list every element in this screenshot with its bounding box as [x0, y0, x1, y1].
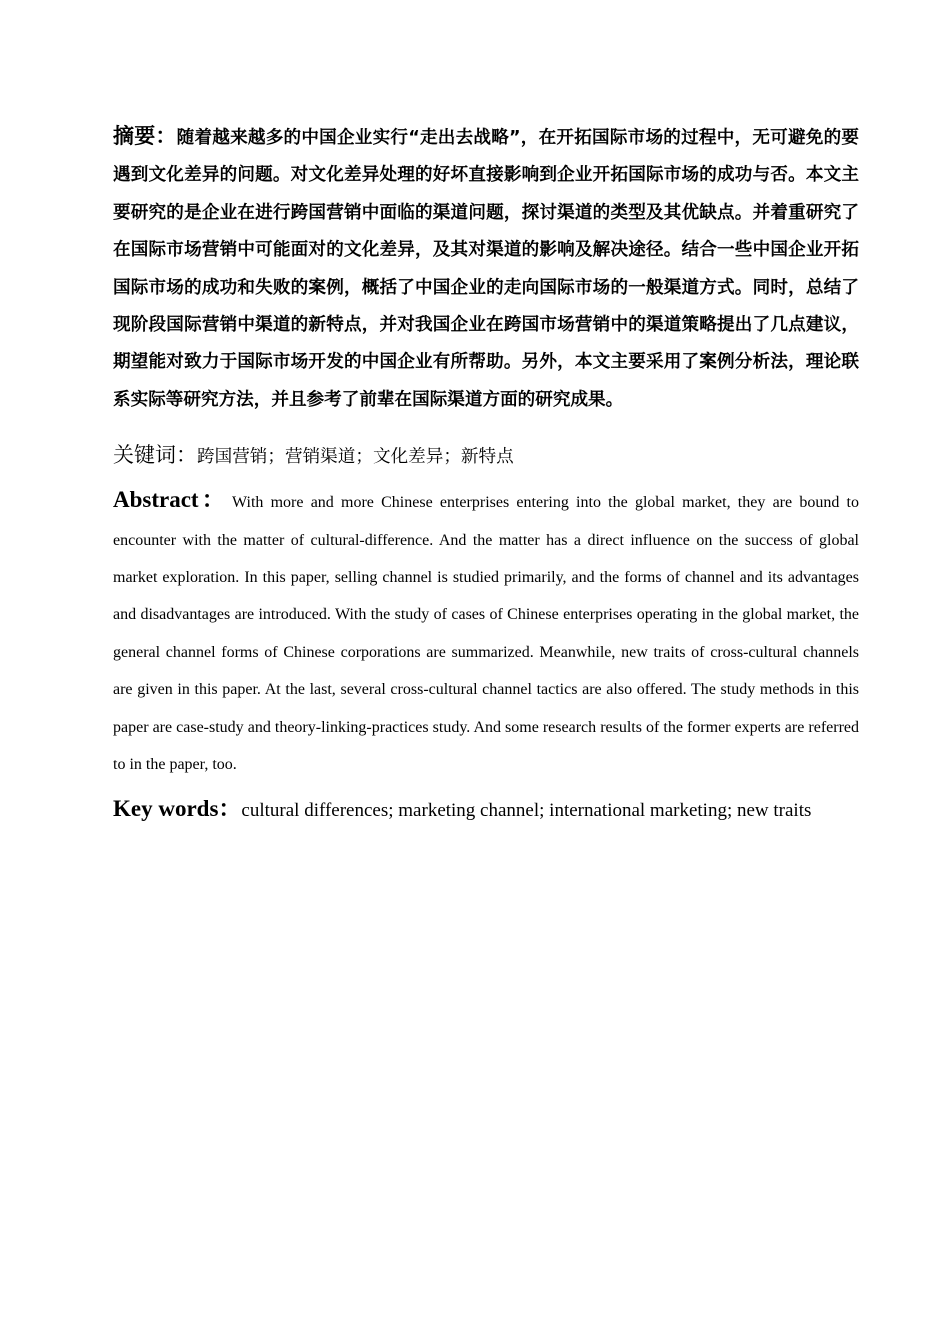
abstract-page — [113, 118, 859, 828]
english-abstract-text: With more and more Chinese enterprises entering into the global market, they are bound to encounter with the matter of cultural-difference. And the matter has a direct influence on the success of global market exploration. In this paper, selling channel is studied primarily, and the forms of channel and its advantages and disadvantages are introduced. With the study of cases of Chinese enterprises operating in the global market, the general channel forms of Chinese corporations are summarized. Meanwhile, new traits of cross-cultural channels are given in this paper. At the last, several cross-cultural channel tactics are also offered. The study methods in this paper are case-study and theory-linking-practices study. And some research results of the former experts are referred to in the paper, too. — [113, 494, 859, 774]
english-keywords-label: Key words： — [113, 795, 242, 821]
chinese-keywords-label: 关键词： — [113, 443, 197, 468]
chinese-abstract-text: 随着越来越多的中国企业实行“走出去战略”，在开拓国际市场的过程中，无可避免的要遇到文化差异的问题。对文化差异处理的好坏直接影响到企业开拓国际市场的成功与否。本文主要研究的是企业在进行跨国营销中面临的渠道问题，探讨渠道的类型及其优缺点。并着重研究了在国际市场营销中可能面对的文化差异，及其对渠道的影响及解决途径。结合一些中国企业开拓国际市场的成功和失败的案例，概括了中国企业的走向国际市场的一般渠道方式。同时，总结了现阶段国际营销中渠道的新特点，并对我国企业在跨国市场营销中的渠道策略提出了几点建议，期望能对致力于国际市场开发的中国企业有所帮助。另外，本文主要采用了案例分析法，理论联系实际等研究方法，并且参考了前辈在国际渠道方面的研究成果。 — [113, 128, 859, 410]
chinese-abstract-label: 摘要： — [113, 124, 177, 148]
chinese-keywords — [113, 437, 859, 475]
english-abstract-label: Abstract： — [113, 487, 229, 513]
english-abstract — [113, 481, 859, 783]
chinese-abstract — [113, 118, 859, 419]
english-keywords — [113, 792, 859, 828]
chinese-keywords-text: 跨国营销；营销渠道；文化差异；新特点 — [197, 447, 514, 468]
english-keywords-text: cultural differences; marketing channel; international marketing; new traits — [241, 799, 812, 821]
